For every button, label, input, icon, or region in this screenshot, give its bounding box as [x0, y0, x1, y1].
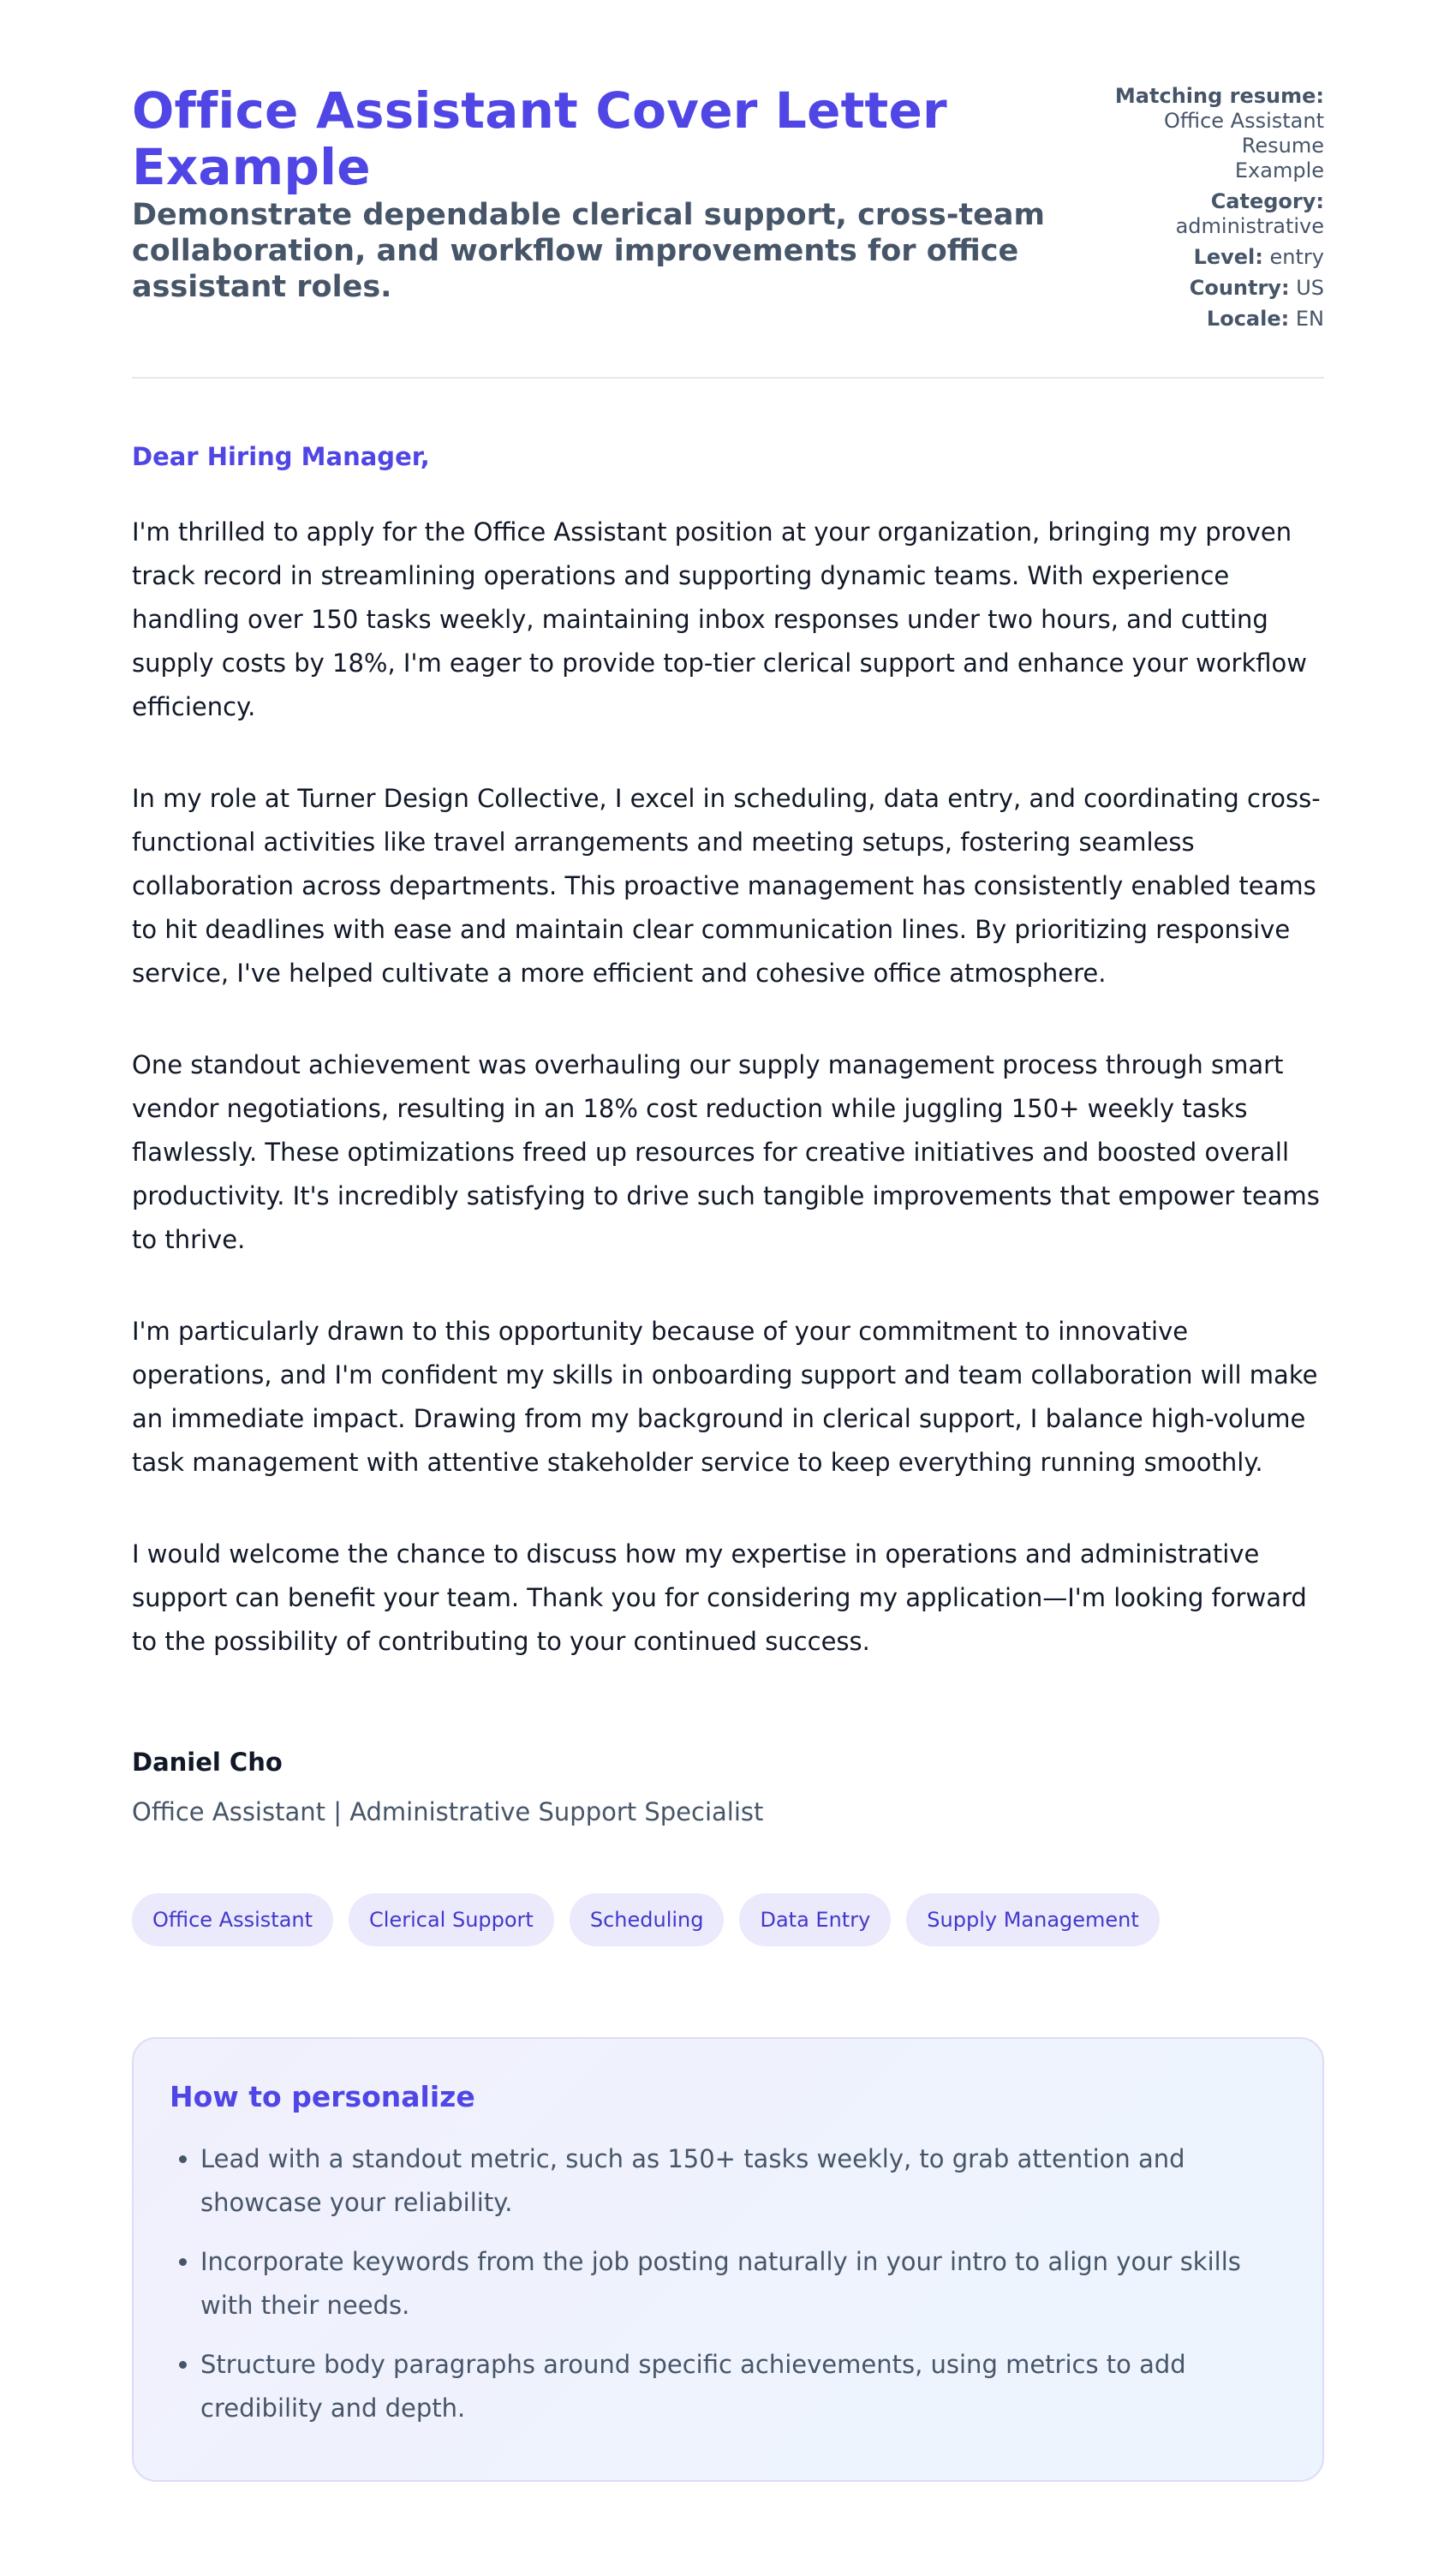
- tag-list: [132, 1893, 1324, 1946]
- meta-label: Country:: [1189, 276, 1290, 300]
- meta-country: [1115, 276, 1324, 301]
- personalize-tips-card: [132, 2037, 1324, 2482]
- meta-category: [1115, 189, 1324, 239]
- header-titles: [132, 82, 1057, 305]
- meta-value: administrative: [1175, 214, 1324, 238]
- letter-paragraph: One standout achievement was overhauling our supply management process through smart vendor negotiations, resulting in an 18% cost reduction while juggling 150+ weekly tasks flawlessly. These optimizations freed up resources for creative initiatives and boosted overall productivity. It's incredibly satisfying to drive such tangible improvements that empower teams to thrive.: [132, 1050, 1320, 1254]
- meta-locale: [1115, 307, 1324, 332]
- tips-heading: How to personalize: [170, 2080, 475, 2113]
- meta-label: Level:: [1193, 245, 1263, 269]
- letter-paragraph: I'm particularly drawn to this opportunity because of your commitment to innovative operations, and I'm confident my skills in onboarding support and team collaboration will make an immediate impact. Drawing from my background in clerical support, I balance high-volume task management with attentive stakeholder service to keep everything running smoothly.: [132, 1317, 1318, 1477]
- page-title: Office Assistant Cover Letter Example: [132, 81, 947, 196]
- meta-label: Matching resume:: [1114, 84, 1324, 108]
- tip-item: • Structure body paragraphs around specific achievements, using metrics to add credibility and depth.: [200, 2343, 1286, 2430]
- tag-chip[interactable]: Data Entry: [739, 1893, 891, 1946]
- letter-paragraph: I'm thrilled to apply for the Office Assistant position at your organization, bringing my proven track record in streamlining operations and supporting dynamic teams. With experience handling over 150 tasks weekly, maintaining inbox responses under two hours, and cutting supply costs by 18%, I'm eager to provide top-tier clerical support and enhance your workflow efficiency.: [132, 517, 1308, 721]
- tip-item: • Lead with a standout metric, such as 150+ tasks weekly, to grab attention and showcase your reliability.: [200, 2137, 1286, 2225]
- meta-label: Locale:: [1206, 307, 1290, 331]
- page-header: [132, 82, 1324, 379]
- salutation: Dear Hiring Manager,: [132, 442, 430, 471]
- matching-resume-link[interactable]: Office Assistant Resume Example: [1163, 109, 1324, 182]
- tips-list: [170, 2137, 1286, 2430]
- tag-chip[interactable]: Scheduling: [570, 1893, 725, 1946]
- tip-item: • Incorporate keywords from the job posting naturally in your intro to align your skills with their needs.: [200, 2240, 1286, 2328]
- meta-value: entry: [1269, 245, 1324, 269]
- meta-panel: [1115, 84, 1324, 338]
- page-subtitle: Demonstrate dependable clerical support, cross-team collaboration, and workflow improvements for office assistant roles.: [132, 198, 1045, 304]
- meta-value: EN: [1295, 307, 1324, 331]
- meta-value: US: [1296, 276, 1324, 300]
- meta-level: [1115, 245, 1324, 270]
- tag-chip[interactable]: Clerical Support: [349, 1893, 554, 1946]
- signature-title: Office Assistant | Administrative Support Specialist: [132, 1797, 764, 1826]
- tag-chip[interactable]: Office Assistant: [132, 1893, 333, 1946]
- tag-chip[interactable]: Supply Management: [906, 1893, 1160, 1946]
- letter-paragraph: I would welcome the chance to discuss how my expertise in operations and administrative support can benefit your team. Thank you for considering my application—I'm looking forward to the possibility of contributing to your continued success.: [132, 1539, 1307, 1656]
- signature-name: Daniel Cho: [132, 1748, 283, 1777]
- meta-matching-resume: [1115, 84, 1324, 183]
- meta-label: Category:: [1210, 189, 1324, 213]
- letter-paragraph: In my role at Turner Design Collective, I excel in scheduling, data entry, and coordinating cross-functional activities like travel arrangements and meeting setups, fostering seamless collaboration across departments. This proactive management has consistently enabled teams to hit deadlines with ease and maintain clear communication lines. By prioritizing responsive service, I've helped cultivate a more efficient and cohesive office atmosphere.: [132, 784, 1321, 988]
